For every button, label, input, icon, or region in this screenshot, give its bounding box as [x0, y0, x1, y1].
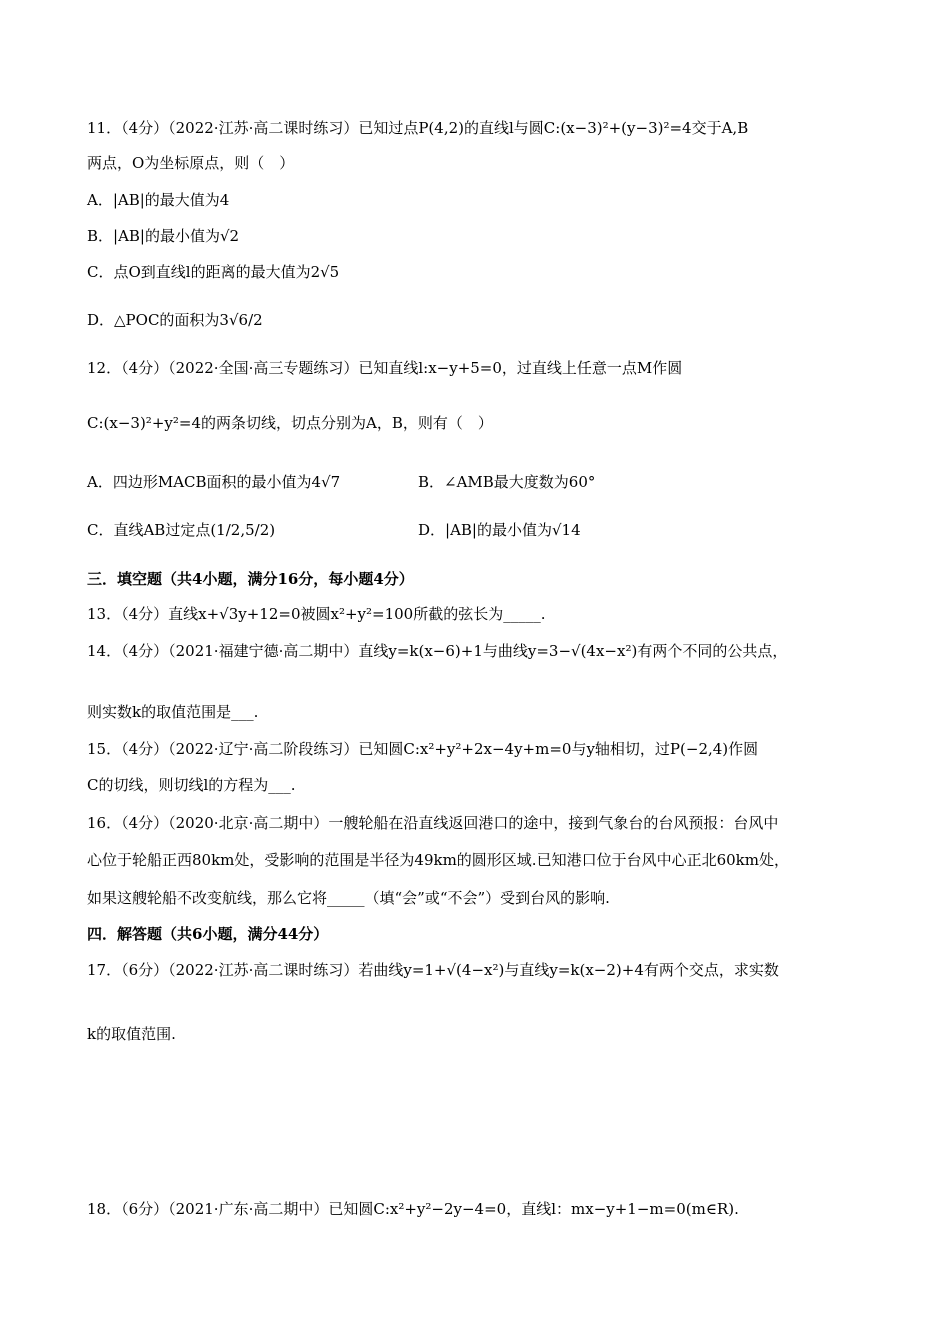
q12-line1: 12．（4分）（2022·全国·高三专题练习）已知直线l:x−y+5=0，过直线上任意一点M作圆 — [87, 359, 683, 377]
q11-option-b: B．|AB|的最小值为√2 — [87, 227, 240, 245]
q12-option-d: D．|AB|的最小值为√14 — [418, 521, 581, 539]
q12-option-c: C．直线AB过定点(1/2,5/2) — [87, 521, 276, 539]
q11-line1: 11．（4分）（2022·江苏·高二课时练习）已知过点P(4,2)的直线l与圆C:(x−3)²+(y−3)²=4交于A,B — [87, 119, 749, 137]
section-4-heading: 四．解答题（共6小题，满分44分） — [87, 925, 329, 943]
q11-option-c: C．点O到直线l的距离的最大值为2√5 — [87, 263, 340, 281]
section-3-heading: 三．填空题（共4小题，满分16分，每小题4分） — [87, 570, 414, 588]
q16-line2: 心位于轮船正西80km处，受影响的范围是半径为49km的圆形区域.已知港口位于台风中心正北60km处， — [87, 851, 789, 869]
q16-line3: 如果这艘轮船不改变航线，那么它将_____（填“会”或“不会”）受到台风的影响. — [87, 889, 610, 907]
q17-line2: k的取值范围. — [87, 1025, 176, 1043]
q15-line1: 15．（4分）（2022·辽宁·高二阶段练习）已知圆C:x²+y²+2x−4y+m=0与y轴相切，过P(−2,4)作圆 — [87, 740, 759, 758]
q15-line2: C的切线，则切线l的方程为___. — [87, 776, 296, 794]
q14-line1: 14．（4分）（2021·福建宁德·高二期中）直线y=k(x−6)+1与曲线y=3−√(4x−x²)有两个不同的公共点， — [87, 642, 788, 660]
q17-line1: 17．（6分）（2022·江苏·高二课时练习）若曲线y=1+√(4−x²)与直线y=k(x−2)+4有两个交点，求实数 — [87, 961, 779, 979]
q12-option-b: B．∠AMB最大度数为60° — [418, 473, 596, 491]
q13-line: 13．（4分）直线x+√3y+12=0被圆x²+y²=100所截的弦长为_____. — [87, 605, 546, 623]
q12-option-a: A．四边形MACB面积的最小值为4√7 — [87, 473, 341, 491]
q16-line1: 16．（4分）（2020·北京·高二期中）一艘轮船在沿直线返回港口的途中，接到气象台的台风预报：台风中 — [87, 814, 779, 832]
q11-option-a: A．|AB|的最大值为4 — [87, 191, 230, 209]
q11-line2: 两点，O为坐标原点，则（ ） — [87, 154, 295, 172]
q11-option-d: D．△POC的面积为3√6/2 — [87, 311, 263, 329]
q18-line1: 18．（6分）（2021·广东·高二期中）已知圆C:x²+y²−2y−4=0，直线l：mx−y+1−m=0(m∈R). — [87, 1200, 739, 1218]
q14-line2: 则实数k的取值范围是___. — [87, 703, 259, 721]
q12-line2: C:(x−3)²+y²=4的两条切线，切点分别为A，B，则有（ ） — [87, 414, 493, 432]
